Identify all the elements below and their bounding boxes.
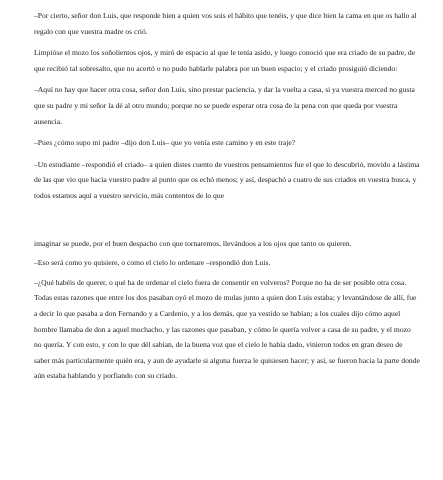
- page-break-space: [34, 204, 420, 236]
- paragraph: –¿Qué habéis de querer, o qué ha de ordenar el cielo fuera de consentir en volveros? Porque no ha de ser posible otra cosa. Todas estas razones que entre los dos pasaban oyó el mozo de mulas junto a quien don Luis estaba; y levantándose de allí, fue a decir lo que pasaba a don Fernando y a Cardenio, y a los demás, que ya vestido se habían; a los cuales dijo cómo aquel hombre llamaba de don a aquel muchacho, y las razones que pasaban, y cómo le quería volver a casa de su padre, y el mozo no quería. Y con esto, y con lo que dél sabían, de la buena voz que el cielo le había dado, vinieron todos en gran deseo de saber más particularmente quién era, y aun de ayudarle si alguna fuerza le quisiesen hacer; y así, se fueron hacia la parte donde aún estaba hablando y porfiando con su criado.: [34, 277, 420, 381]
- paragraph: Limpióse el mozo los soñolientos ojos, y miró de espacio al que le tenía asido, y luego conoció que era criado de su padre, de que recibió tal sobresalto, que no acertó o no pudo hablarle palabra por un buen espacio; y el criado prosiguió diciendo:: [34, 48, 416, 73]
- paragraph: –Un estudiante –respondió el criado– a quien distes cuento de vuestros pensamientos fue el que lo descubrió, movido a lástima de las que vio que hacía vuestro padre al punto que os echó menos; y así, despachó a cuatro de sus criados en vuestra busca, y todos estamos aquí a vuestro servicio, más contentos de lo que: [34, 159, 420, 200]
- paragraph: –Eso será como yo quisiere, o como el cielo lo ordenare –respondió don Luis.: [34, 258, 271, 268]
- paragraph: –Por cierto, señor don Luis, que responde bien a quien vos sois el hábito que tenéis, y que dice bien la cama en que os hallo al regalo con que vuestra madre os crió.: [34, 11, 417, 36]
- paragraph: imaginar se puede, por el buen despacho con que tornaremos, llevándoos a los ojos que tanto os quieren.: [34, 238, 352, 248]
- document-page: [34, 8, 420, 384]
- paragraph: –Pues ¿cómo supo mi padre –dijo don Luis– que yo venía este camino y en este traje?: [34, 138, 296, 148]
- paragraph: –Aquí no hay que hacer otra cosa, señor don Luis, sino prestar paciencia, y dar la vuelta a casa, si ya vuestra merced no gusta que su padre y mi señor la dé al otro mundo; porque no se puede esperar otra cosa de la pena con que queda por vuestra ausencia.: [34, 85, 415, 126]
